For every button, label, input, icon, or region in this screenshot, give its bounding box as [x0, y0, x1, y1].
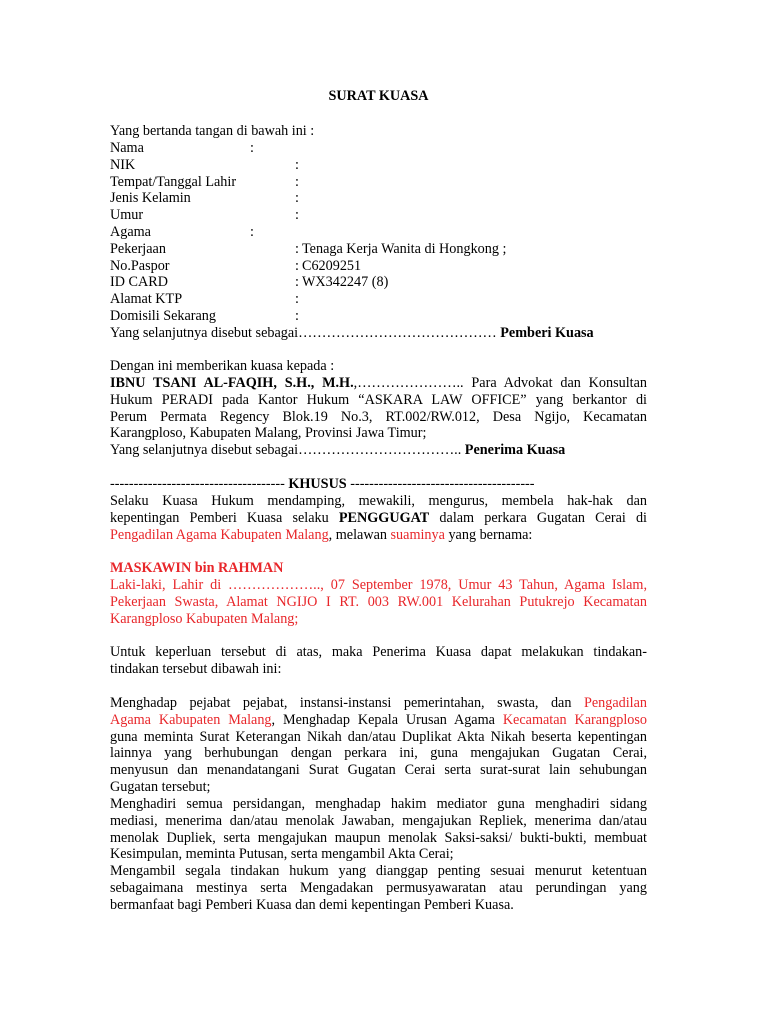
- document-title: SURAT KUASA: [328, 88, 429, 104]
- menghadap-line-2: Agama Kabupaten Malang, Menghadap Kepala Urusan Agama Kecamatan Karangploso: [110, 711, 647, 728]
- menghadiri-line-1: Menghadiri semua persidangan, menghadap hakim mediator guna menghadiri sidang: [110, 796, 647, 812]
- field-colon: :: [295, 173, 299, 190]
- menghadiri-paragraph: [110, 796, 647, 863]
- field-colon: :: [295, 291, 299, 308]
- field-row: [110, 291, 647, 308]
- menghadap-line-1: Menghadap pejabat pejabat, instansi-instansi pemerintahan, swasta, dan Pengadilan: [110, 695, 647, 711]
- tergugat-line-2: Pekerjaan Swasta, Alamat NGIJO I RT. 003 RW.001 Kelurahan Putukrejo Kecamatan: [110, 593, 647, 610]
- mengambil-line-1: Mengambil segala tindakan hukum yang dianggap penting sesuai menurut ketentuan: [110, 863, 647, 879]
- field-value: WX342247 (8): [302, 274, 389, 291]
- field-label: ID CARD: [110, 274, 168, 291]
- field-value: C6209251: [302, 257, 362, 274]
- field-colon: :: [295, 156, 299, 173]
- field-label: Nama: [110, 140, 144, 156]
- field-colon: :: [295, 240, 299, 257]
- intro-line: Yang bertanda tangan di bawah ini :: [110, 123, 315, 139]
- field-value: Tenaga Kerja Wanita di Hongkong ;: [302, 240, 507, 257]
- identity-fields: [110, 140, 647, 342]
- field-colon: :: [295, 257, 299, 274]
- selaku-line-2: kepentingan Pemberi Kuasa selaku PENGGUGAT dalam perkara Gugatan Cerai di: [110, 509, 647, 526]
- menghadap-paragraph: [110, 695, 647, 796]
- field-row: [110, 224, 647, 241]
- menghadap-line-3: guna meminta Surat Keterangan Nikah dan/atau Duplikat Akta Nikah beserta kepentingan: [110, 728, 647, 745]
- field-label: Pekerjaan: [110, 240, 166, 257]
- field-row: [110, 174, 647, 191]
- menghadap-line-6: Gugatan tersebut;: [110, 778, 211, 795]
- field-row: [110, 241, 647, 258]
- kuasa-intro: Dengan ini memberikan kuasa kepada :: [110, 358, 335, 374]
- field-label: Jenis Kelamin: [110, 190, 191, 207]
- tergugat-line-3: Karangploso Kabupaten Malang;: [110, 610, 299, 627]
- field-colon: :: [295, 274, 299, 291]
- pemberi-kuasa-label: Pemberi Kuasa: [500, 324, 594, 341]
- pemberi-kuasa-line: [110, 325, 647, 342]
- selaku-paragraph: [110, 493, 647, 543]
- penerima-kuasa-label: Penerima Kuasa: [464, 442, 566, 459]
- field-label: Agama: [110, 223, 151, 240]
- penggugat-label: PENGGUGAT: [338, 509, 430, 526]
- field-row: [110, 157, 647, 174]
- tergugat-name: MASKAWIN bin RAHMAN: [110, 560, 284, 576]
- penerima-kuasa-block: [110, 375, 647, 459]
- khusus-label: KHUSUS: [288, 476, 347, 492]
- field-label: NIK: [110, 156, 136, 173]
- field-label: Umur: [110, 207, 144, 224]
- penerima-line-5: Yang selanjutnya disebut sebagai…………………………….. Penerima Kuasa: [110, 442, 566, 459]
- field-colon: :: [250, 223, 254, 240]
- keperluan-line-2: tindakan tersebut dibawah ini:: [110, 660, 282, 677]
- field-label: Alamat KTP: [110, 291, 183, 308]
- mengambil-paragraph: [110, 863, 647, 913]
- field-colon: :: [295, 307, 299, 324]
- field-row: [110, 258, 647, 275]
- field-row: [110, 190, 647, 207]
- field-row: [110, 274, 647, 291]
- suami-text: suaminya: [390, 526, 445, 543]
- menghadiri-line-4: Kesimpulan, meminta Putusan, serta mengambil Akta Cerai;: [110, 846, 454, 863]
- pemberi-text: Yang selanjutnya disebut sebagai……………………………………: [110, 324, 497, 341]
- keperluan-line-1: Untuk keperluan tersebut di atas, maka Penerima Kuasa dapat melakukan tindakan-: [110, 644, 647, 660]
- tergugat-line-1: Laki-laki, Lahir di ……………….., 07 September 1978, Umur 43 Tahun, Agama Islam,: [110, 577, 647, 593]
- tergugat-details: [110, 577, 647, 627]
- selaku-line-3: Pengadilan Agama Kabupaten Malang, melawan suaminya yang bernama:: [110, 526, 533, 543]
- field-colon: :: [250, 140, 254, 156]
- field-colon: :: [295, 207, 299, 224]
- field-label: Domisili Sekarang: [110, 307, 216, 324]
- menghadap-line-4: lainnya yang berhubungan dengan perkara ini, guna mengajukan Gugatan Cerai,: [110, 745, 647, 762]
- field-row: [110, 308, 647, 325]
- field-label: Tempat/Tanggal Lahir: [110, 173, 237, 190]
- menghadiri-line-2: mediasi, menerima dan/atau menolak Jawaban, mengajukan Repliek, menerima dan/atau: [110, 812, 647, 829]
- pengadilan-name: Pengadilan Agama Kabupaten Malang: [110, 526, 329, 543]
- menghadap-line-5: menyusun dan menandatangani Surat Gugatan Cerai serta surat-surat lain sehubungan: [110, 762, 647, 779]
- field-label: No.Paspor: [110, 257, 170, 274]
- selaku-line-1: Selaku Kuasa Hukum mendamping, mewakili, mengurus, membela hak-hak dan: [110, 493, 647, 509]
- mengambil-line-2: sebagaimana mestinya serta Mengadakan permusyawaratan atau perundingan yang: [110, 879, 647, 896]
- penerima-line-2: Hukum PERADI pada Kantor Hukum “ASKARA LAW OFFICE” yang berkantor di: [110, 391, 647, 408]
- khusus-divider: ------------------------------------- KHUSUS ---------------------------------------: [110, 476, 535, 492]
- field-row: [110, 140, 647, 157]
- field-colon: :: [295, 190, 299, 207]
- penerima-line-1: IBNU TSANI AL-FAQIH, S.H., M.H.,………………….. Para Advokat dan Konsultan: [110, 375, 647, 391]
- mengambil-line-3: bermanfaat bagi Pemberi Kuasa dan demi kepentingan Pemberi Kuasa.: [110, 896, 514, 913]
- penerima-line-3: Perum Permata Regency Blok.19 No.3, RT.002/RW.012, Desa Ngijo, Kecamatan: [110, 408, 647, 425]
- keperluan-paragraph: [110, 644, 647, 678]
- penerima-name: IBNU TSANI AL-FAQIH, S.H., M.H.: [110, 375, 354, 391]
- field-row: [110, 207, 647, 224]
- penerima-line-4: Karangploso, Kabupaten Malang, Provinsi Jawa Timur;: [110, 425, 427, 442]
- menghadiri-line-3: menolak Dupliek, serta mengajukan maupun menolak Saksi-saksi/ bukti-bukti, membuat: [110, 829, 647, 846]
